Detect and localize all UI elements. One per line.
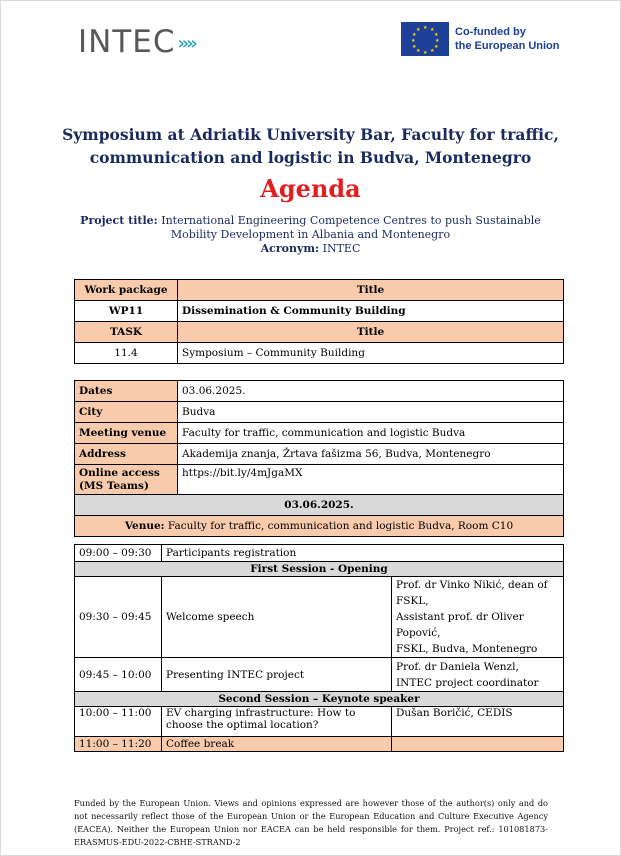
task-title-header: Title	[178, 322, 564, 343]
activity-cell: Presenting INTEC project	[162, 658, 392, 692]
speaker-line: FSKL, Budva, Montenegro	[396, 643, 538, 655]
project-title-value-2: Mobility Development in Albania and Montenegro	[170, 228, 451, 241]
activity-cell: Participants registration	[162, 545, 564, 562]
wp-title-value: Dissemination & Community Building	[178, 301, 564, 322]
funding-disclaimer: Funded by the European Union. Views and opinions expressed are however those of the author(s) only and do not necessarily reflect those of the European Union or the European Education and Culture Executive Agency (EACEA). Neither the European Union nor EACEA can be held responsible for them. Project ref.: 101081873-ERASMUS-EDU-2022-CBHE-STRAND-2	[74, 798, 548, 847]
table-row	[75, 280, 564, 301]
schedule-date: 03.06.2025.	[75, 495, 564, 516]
wp-value: WP11	[75, 301, 178, 322]
table-row	[75, 381, 564, 402]
session-heading: Second Session – Keynote speaker	[75, 692, 564, 707]
wp-header: Work package	[75, 280, 178, 301]
venue-label: Meeting venue	[75, 423, 178, 444]
speaker-cell	[392, 658, 564, 692]
activity-line: choose the optimal location?	[166, 719, 319, 731]
speaker-line: Prof. dr Vinko Nikić, dean of FSKL,	[396, 579, 548, 607]
activity-cell: Coffee break	[162, 737, 392, 752]
speaker-cell	[392, 577, 564, 658]
task-header: TASK	[75, 322, 178, 343]
title-line-2: communication and logistic in Budva, Montenegro	[89, 148, 532, 167]
activity-cell: Welcome speech	[162, 577, 392, 658]
acronym-value: INTEC	[319, 242, 361, 255]
agenda-heading: Agenda	[260, 174, 361, 203]
intec-logo	[78, 24, 195, 60]
online-access-link[interactable]: https://bit.ly/4mJgaMX	[178, 465, 564, 495]
table-row	[75, 692, 564, 707]
table-row	[75, 707, 564, 737]
spacer-cell	[75, 537, 564, 545]
session-heading: First Session - Opening	[75, 562, 564, 577]
table-row	[75, 545, 564, 562]
speaker-cell: Dušan Boričić, CEDIS	[392, 707, 564, 737]
table-row	[75, 465, 564, 495]
table-row	[75, 562, 564, 577]
task-value: 11.4	[75, 343, 178, 364]
time-cell: 11:00 – 11:20	[75, 737, 162, 752]
online-label	[75, 465, 178, 495]
table-row	[75, 737, 564, 752]
speaker-line: Prof. dr Daniela Wenzl,	[396, 660, 519, 673]
eu-flag-icon: ★ ★ ★ ★ ★ ★ ★ ★ ★ ★ ★ ★	[401, 22, 449, 56]
intec-logo-arrows-icon: »»	[177, 33, 195, 54]
table-row	[75, 301, 564, 322]
agenda-table	[74, 380, 564, 752]
table-row	[75, 343, 564, 364]
spacer-row	[75, 537, 564, 545]
table-row	[75, 658, 564, 692]
online-label-line-1: Online access	[79, 466, 160, 479]
wp-title-header: Title	[178, 280, 564, 301]
work-package-table	[74, 279, 564, 364]
table-row	[75, 322, 564, 343]
table-row	[75, 495, 564, 516]
table-row	[75, 423, 564, 444]
time-cell: 10:00 – 11:00	[75, 707, 162, 737]
project-info	[80, 214, 541, 256]
speaker-cell	[392, 737, 564, 752]
address-value: Akademija znanja, Žrtava fašizma 56, Budva, Montenegro	[178, 444, 564, 465]
eu-line-2: the European Union	[455, 40, 560, 52]
city-value: Budva	[178, 402, 564, 423]
schedule-venue-label: Venue:	[124, 520, 165, 532]
schedule-venue	[75, 516, 564, 537]
task-title-value: Symposium – Community Building	[178, 343, 564, 364]
activity-line: EV charging infrastructure: How to	[166, 707, 356, 719]
table-row	[75, 516, 564, 537]
time-cell: 09:00 – 09:30	[75, 545, 162, 562]
eu-text	[455, 25, 560, 53]
speaker-line: INTEC project coordinator	[396, 676, 539, 689]
project-title-value-1: International Engineering Competence Centres to push Sustainable	[157, 214, 541, 227]
eu-line-1: Co-funded by	[455, 26, 526, 38]
eu-cofunded-logo	[401, 22, 560, 56]
schedule-venue-value: Faculty for traffic, communication and logistic Budva, Room C10	[164, 520, 514, 532]
table-row	[75, 402, 564, 423]
acronym-label: Acronym:	[260, 242, 320, 255]
venue-value: Faculty for traffic, communication and logistic Budva	[178, 423, 564, 444]
dates-label: Dates	[75, 381, 178, 402]
document-title	[0, 123, 621, 169]
speaker-line: Assistant prof. dr Oliver Popović,	[396, 611, 524, 639]
activity-cell	[162, 707, 392, 737]
dates-value: 03.06.2025.	[178, 381, 564, 402]
table-row	[75, 444, 564, 465]
project-title-label: Project title:	[80, 214, 158, 227]
address-label: Address	[75, 444, 178, 465]
time-cell: 09:30 – 09:45	[75, 577, 162, 658]
table-row	[75, 577, 564, 658]
title-line-1: Symposium at Adriatik University Bar, Faculty for traffic,	[62, 125, 559, 144]
city-label: City	[75, 402, 178, 423]
intec-logo-text: INTEC	[78, 24, 176, 60]
time-cell: 09:45 – 10:00	[75, 658, 162, 692]
online-label-line-2: (MS Teams)	[79, 479, 149, 492]
